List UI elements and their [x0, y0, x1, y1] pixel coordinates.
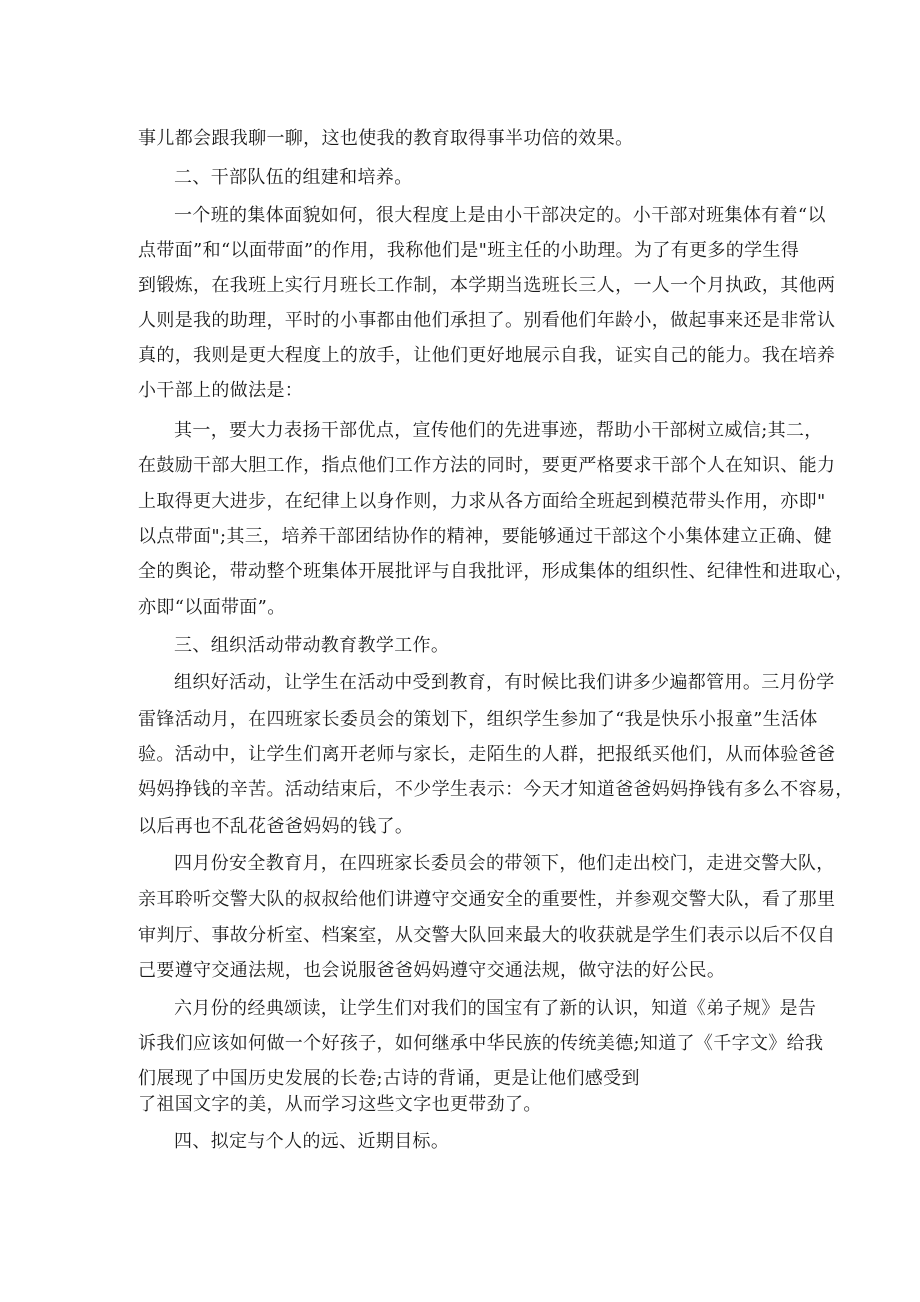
- paragraph-line: 亦即“以面带面”。: [138, 597, 286, 618]
- paragraph-line: 诉我们应该如何做一个好孩子，如何继承中华民族的传统美德;知道了《千字文》给我: [138, 1033, 824, 1054]
- paragraph-line: 其一，要大力表扬干部优点，宣传他们的先进事迹，帮助小干部树立威信;其二，: [174, 420, 823, 441]
- paragraph-line: 真的，我则是更大程度上的放手，让他们更好地展示自我，证实自己的能力。我在培养: [138, 345, 836, 366]
- paragraph-line: 六月份的经典颂读，让学生们对我们的国宝有了新的认识，知道《弟子规》是告: [174, 998, 817, 1019]
- paragraph-line: 一个班的集体面貌如何，很大程度上是由小干部决定的。小干部对班集体有着“以: [174, 205, 826, 226]
- paragraph-line: 以后再也不乱花爸爸妈妈的钱了。: [138, 816, 414, 837]
- paragraph-line: 们展现了中国历史发展的长卷;古诗的背诵，更是让他们感受到: [138, 1068, 640, 1089]
- paragraph-line: 全的舆论，带动整个班集体开展批评与自我批评，形成集体的组织性、纪律性和进取心，: [138, 561, 854, 582]
- section-heading: 四、拟定与个人的远、近期目标。: [174, 1131, 450, 1152]
- paragraph-line: 到锻炼，在我班上实行月班长工作制，本学期当选班长三人，一人一个月执政，其他两: [138, 275, 836, 296]
- paragraph-line: 己要遵守交通法规，也会说服爸爸妈妈遵守交通法规，做守法的好公民。: [138, 960, 726, 981]
- paragraph-line: 小干部上的做法是：: [138, 380, 304, 401]
- paragraph-line: 雷锋活动月，在四班家长委员会的策划下，组织学生参加了“我是快乐小报童”生活体: [138, 709, 818, 730]
- paragraph-line: 上取得更大进步，在纪律上以身作则，力求从各方面给全班起到模范带头作用，亦即": [138, 491, 826, 512]
- paragraph-line: 四月份安全教育月，在四班家长委员会的带领下，他们走出校门，走进交警大队，: [174, 853, 835, 874]
- paragraph-line: 亲耳聆听交警大队的叔叔给他们讲遵守交通安全的重要性，并参观交警大队，看了那里: [138, 889, 836, 910]
- paragraph-line: 点带面”和“以面带面”的作用，我称他们是"班主任的小助理。为了有更多的学生得: [138, 240, 800, 261]
- paragraph-line: 组织好活动，让学生在活动中受到教育，有时候比我们讲多少遍都管用。三月份学: [174, 672, 835, 693]
- paragraph-line: 妈妈挣钱的辛苦。活动结束后，不少学生表示：今天才知道爸爸妈妈挣钱有多么不容易，: [138, 779, 854, 800]
- paragraph-line: 人则是我的助理，平时的小事都由他们承担了。别看他们年龄小，做起事来还是非常认: [138, 310, 836, 331]
- paragraph-line: 事儿都会跟我聊一聊，这也使我的教育取得事半功倍的效果。: [138, 128, 634, 149]
- paragraph-line: 审判厅、事故分析室、档案室，从交警大队回来最大的收获就是学生们表示以后不仅自: [138, 925, 836, 946]
- section-heading: 二、干部队伍的组建和培养。: [174, 167, 413, 188]
- paragraph-line: 了祖国文字的美，从而学习这些文字也更带劲了。: [138, 1094, 542, 1115]
- section-heading: 三、组织活动带动教育教学工作。: [174, 635, 450, 656]
- paragraph-line: 验。活动中，让学生们离开老师与家长，走陌生的人群，把报纸买他们，从而体验爸爸: [138, 744, 836, 765]
- paragraph-line: 以点带面";其三，培养干部团结协作的精神，要能够通过干部这个小集体建立正确、健: [138, 526, 832, 547]
- paragraph-line: 在鼓励干部大胆工作，指点他们工作方法的同时，要更严格要求干部个人在知识、能力: [138, 455, 836, 476]
